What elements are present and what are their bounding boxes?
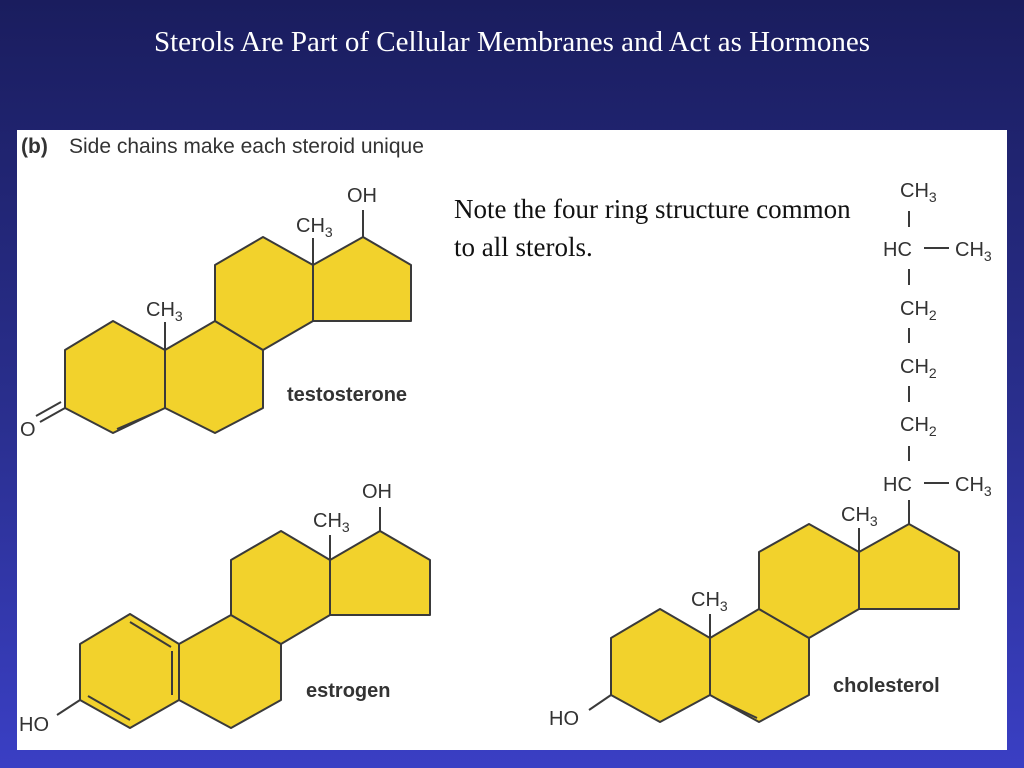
cholesterol-chain-hc-upper: HC xyxy=(883,239,912,261)
testosterone-ring-d xyxy=(313,237,411,321)
cholesterol-ch3-ring-a: $CH_3$ xyxy=(691,589,728,614)
cholesterol-ring-d xyxy=(859,524,959,609)
ring-structure-note: Note the four ring structure common to all sterols. xyxy=(454,194,851,262)
cholesterol-chain-ch3-branch-lower: $CH_3$ xyxy=(955,474,992,499)
panel-caption: Side chains make each steroid unique xyxy=(69,135,424,158)
cholesterol-chain-ch2-2: $CH_2$ xyxy=(900,356,937,381)
slide-title: Sterols Are Part of Cellular Membranes and Act as Hormones xyxy=(154,26,870,58)
testosterone-ch3-lower: $CH_3$ xyxy=(146,299,183,324)
figure-panel xyxy=(17,130,1007,750)
estrogen-ring-d xyxy=(330,531,430,615)
estrogen-name: estrogen xyxy=(306,680,391,702)
cholesterol-chain-ch3-top: $CH_3$ xyxy=(900,180,937,205)
estrogen-ch3-label: $CH_3$ xyxy=(313,510,350,535)
testosterone-o-label: O xyxy=(20,419,36,441)
estrogen-oh-label: OH xyxy=(362,481,392,503)
cholesterol-structure xyxy=(589,211,959,722)
cholesterol-ho-label: HO xyxy=(549,708,579,730)
cholesterol-ch3-ring-d: $CH_3$ xyxy=(841,504,878,529)
estrogen-ring-a xyxy=(80,614,179,728)
testosterone-ch3-upper: $CH_3$ xyxy=(296,215,333,240)
cholesterol-chain-ch2-3: $CH_2$ xyxy=(900,414,937,439)
testosterone-name: testosterone xyxy=(287,384,408,406)
cholesterol-ring-a xyxy=(611,609,710,722)
estrogen-ho-label: HO xyxy=(19,714,49,736)
cholesterol-chain-ch2-1: $CH_2$ xyxy=(900,298,937,323)
cholesterol-chain-ch3-branch-upper: $CH_3$ xyxy=(955,239,992,264)
testosterone-oh-label: OH xyxy=(347,185,377,207)
testosterone-ring-a xyxy=(65,321,165,433)
cholesterol-name: cholesterol xyxy=(833,675,940,697)
cholesterol-chain-hc-lower: HC xyxy=(883,474,912,496)
panel-label: (b) xyxy=(21,135,48,158)
